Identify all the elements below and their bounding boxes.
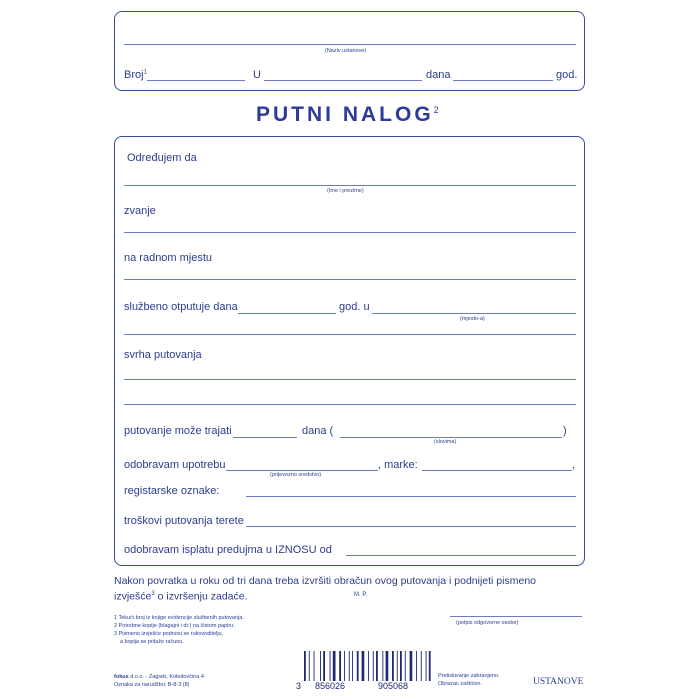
god-u-label: god. u — [339, 301, 370, 313]
u-label: U — [253, 69, 261, 81]
prijevozno-caption: (prijevozno sredstvo) — [270, 472, 322, 478]
mjesto-caption: (mjesto-a) — [460, 316, 485, 322]
svrha-field-2[interactable] — [124, 404, 576, 405]
trajati-days-field[interactable] — [233, 437, 297, 438]
broj-field[interactable] — [147, 80, 245, 81]
ime-caption: (Ime i prezime) — [327, 188, 364, 194]
signature-caption: (potpis odgovorne osobe) — [456, 620, 519, 626]
publisher-info: fokus d.o.o. - Zagreb, Koledovčina 4 Oznaka za narudžbu: B-8-3 (8) — [114, 674, 204, 688]
odredjujem-label: Određujem da — [127, 152, 197, 164]
u-field[interactable] — [264, 80, 422, 81]
institution-caption: (Naziv ustanove) — [325, 48, 367, 54]
barcode-digit-a: 3 — [296, 681, 302, 691]
marke-field[interactable] — [422, 470, 572, 471]
return-notice: Nakon povratka u roku od tri dana treba izvršiti obračun ovog putovanja i podnijeti pismeno izvješće$^3$ o izvršenju zadaće. — [114, 575, 536, 603]
marke-comma: , — [572, 459, 576, 471]
radno-mjesto-field[interactable] — [124, 279, 576, 280]
troskovi-field[interactable] — [246, 526, 576, 527]
troskovi-label: troškovi putovanja terete — [124, 515, 244, 527]
institution-name-line[interactable] — [124, 44, 576, 45]
svrha-field-1[interactable] — [124, 379, 576, 380]
barcode-digits-c: 905068 — [378, 681, 409, 691]
upotrebu-label: odobravam upotrebu — [124, 459, 226, 471]
zvanje-label: zvanje — [124, 205, 156, 217]
prijevozno-field[interactable] — [226, 470, 378, 471]
otputuje-date-field[interactable] — [238, 313, 336, 314]
barcode-digits-b: 856026 — [315, 681, 346, 691]
dana-field[interactable] — [453, 80, 553, 81]
svrha-label: svrha putovanja — [124, 349, 202, 361]
footnotes: 1 Tekući broj iz knjige evidencije službenih putovanja. 2 Potrebne kopije (blagajni i dr.) na čistom papiru. 3 Pismeno izvješće podnosi se rukovoditelju, a kopija se prilaže računu. — [114, 615, 244, 645]
ime-prezime-field[interactable] — [124, 185, 576, 186]
slovima-field[interactable] — [340, 437, 562, 438]
dana-label: dana — [426, 69, 451, 81]
registarske-label: registarske oznake: — [124, 485, 220, 497]
mjesto-field-2[interactable] — [124, 334, 576, 335]
page-title: PUTNI NALOG$^2$ — [256, 103, 439, 126]
close-paren: ) — [563, 425, 567, 437]
marke-label: , marke: — [378, 459, 418, 471]
mp-stamp-label: M. P. — [354, 592, 368, 598]
copyright-notice: Pretiskivanje zabranjeno. Obrazac zaštićen. — [438, 673, 500, 687]
isplata-field[interactable] — [346, 555, 576, 556]
registarske-field[interactable] — [246, 496, 576, 497]
signature-line[interactable] — [450, 616, 582, 617]
isplata-label: odobravam isplatu predujma u IZNOSU od — [124, 544, 332, 556]
ustanove-label: USTANOVE — [533, 677, 584, 687]
dana-paren-label: dana ( — [302, 425, 334, 437]
zvanje-field[interactable] — [124, 232, 576, 233]
broj-label: Broj$^1$ — [124, 69, 147, 81]
mjesto-field[interactable] — [372, 313, 576, 314]
trajati-label: putovanje može trajati — [124, 425, 232, 437]
slovima-caption: (slovima) — [434, 439, 457, 445]
god-label: god. — [556, 69, 578, 81]
radno-mjesto-label: na radnom mjestu — [124, 252, 213, 264]
otputuje-label: službeno otputuje dana — [124, 301, 238, 313]
